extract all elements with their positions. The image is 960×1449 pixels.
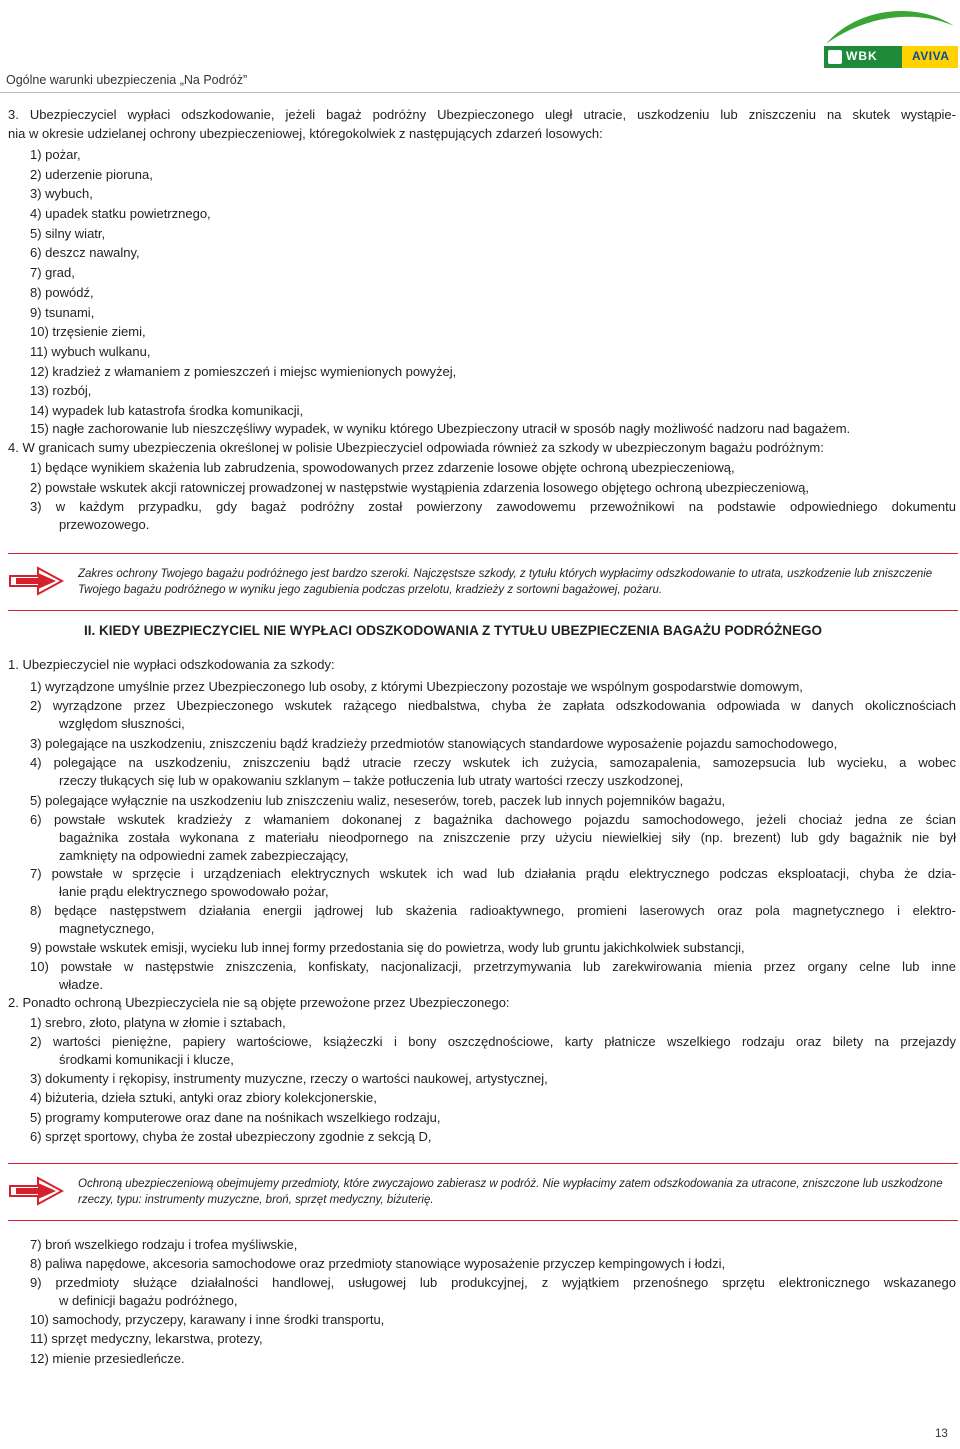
list-item-continuation: łanie prądu elektrycznego spowodowało pożar, xyxy=(59,884,329,899)
list-item: 15) nagłe zachorowanie lub nieszczęśliwy wypadek, w wyniku którego Ubezpieczony utracił w sposób nagły możliwość nadzoru nad bagażem. xyxy=(30,421,851,436)
list-item: 8) paliwa napędowe, akcesoria samochodowe oraz przedmioty stanowiące wyposażenie przyczep kempingowych i łodzi, xyxy=(30,1256,726,1271)
section3-intro-line2: nia w okresie udzielanej ochrony ubezpieczeniowej, któregokolwiek z następujących zdarzeń losowych: xyxy=(8,126,603,141)
logo-b-icon xyxy=(828,50,842,64)
list-item: 2) uderzenie pioruna, xyxy=(30,167,153,182)
list-item: 7) broń wszelkiego rodzaju i trofea myśliwskie, xyxy=(30,1237,298,1252)
list-item: 6) deszcz nawalny, xyxy=(30,245,140,260)
list-item: 12) kradzież z włamaniem z pomieszczeń i miejsc wymienionych powyżej, xyxy=(30,364,457,379)
list-item: 10) powstałe w następstwie zniszczenia, konfiskaty, nacjonalizacji, przetrzymywania lub zarekwirowania mienia przez organy celne lub inne xyxy=(30,959,956,974)
list-item: 2) powstałe wskutek akcji ratowniczej prowadzonej w następstwie wystąpienia zdarzenia losowego objętego ochroną ubezpieczeniową, xyxy=(30,480,809,495)
list-item: 1) wyrządzone umyślnie przez Ubezpieczonego lub osoby, z którymi Ubezpieczony pozostaje we wspólnym gospodarstwie domowym, xyxy=(30,679,803,694)
list-item: 11) sprzęt medyczny, lekarstwa, protezy, xyxy=(30,1331,263,1346)
red-arrow-icon xyxy=(8,564,64,598)
list-item: 10) samochody, przyczepy, karawany i inne środki transportu, xyxy=(30,1312,385,1327)
list-item-continuation: względom słuszności, xyxy=(59,716,185,731)
list-item: 4) upadek statku powietrznego, xyxy=(30,206,211,221)
list-item: 10) trzęsienie ziemi, xyxy=(30,324,146,339)
list-item: 6) powstałe wskutek kradzieży z włamaniem dokonanej z bagażnika dachowego pojazdu samochodowego, jeżeli chociaż jedna ze ścian xyxy=(30,812,956,827)
document-title: Ogólne warunki ubezpieczenia „Na Podróż” xyxy=(6,73,248,87)
list-item: 9) tsunami, xyxy=(30,305,95,320)
logo-swoosh-icon xyxy=(818,4,958,48)
list-item: 3) dokumenty i rękopisy, instrumenty muzyczne, rzeczy o wartości naukowej, artystycznej, xyxy=(30,1071,548,1086)
header-divider xyxy=(0,92,960,93)
page-number: 13 xyxy=(935,1428,948,1440)
list-item-continuation: bagażnika została wykonana z materiału nieodpornego na zniszczenie przy użyciu niewielkiej siły (np. brezent) lub gdy bagażnik nie był xyxy=(59,830,956,845)
list-item-continuation: władze. xyxy=(59,977,104,992)
info-box xyxy=(8,1163,958,1221)
list-item: 7) powstałe w sprzęcie i urządzeniach elektrycznych wskutek ich wad lub działania prądu elektrycznego podczas eksploatacji, chyba że dzia- xyxy=(30,866,956,881)
section-heading: II. KIEDY UBEZPIECZYCIEL NIE WYPŁACI ODSZKODOWANIA Z TYTUŁU UBEZPIECZENIA BAGAŻU PODRÓŻNEGO xyxy=(84,623,823,638)
list-item-continuation: magnetycznego, xyxy=(59,921,155,936)
info-box-text: Ochroną ubezpieczeniową obejmujemy przedmioty, które zwyczajowo zabierasz w podróż. Nie wypłacimy zatem odszkodowania za utracone, zniszczone lub uszkodzone rzeczy, typu: instrumenty muzyczne, broń, sprzęt medyczny, biżuterię. xyxy=(78,1178,943,1206)
list-item: 2) wartości pieniężne, papiery wartościowe, książeczki i bony oszczędnościowe, karty płatnicze wszelkiego rodzaju oraz bilety na przejazdy xyxy=(30,1034,956,1049)
aviva-logo-text: AVIVA xyxy=(912,49,950,63)
list-item: 3) polegające na uszkodzeniu, zniszczeniu bądź kradzieży przedmiotów stanowiących standardowe wyposażenie pojazdu samochodowego, xyxy=(30,736,838,751)
list-item: 3) wybuch, xyxy=(30,186,93,201)
info-box-text: Zakres ochrony Twojego bagażu podróżnego jest bardzo szeroki. Najczęstsze szkody, z tytułu których wypłacimy odszkodowanie to utrata, uszkodzenie lub zniszczenie Twojego bagażu podróżnego w wyniku jego zagubienia podczas przelotu, kradzieży z sortowni bagażowej, pożaru. xyxy=(78,568,933,596)
list-item: 5) polegające wyłącznie na uszkodzeniu lub zniszczeniu waliz, neseserów, toreb, paczek lub innych pojemników bagażu, xyxy=(30,793,726,808)
list-item: 11) wybuch wulkanu, xyxy=(30,344,151,359)
list-item: 1) pożar, xyxy=(30,147,81,162)
list-item: 8) powódź, xyxy=(30,285,94,300)
section4-intro: 4. W granicach sumy ubezpieczenia określonej w polisie Ubezpieczyciel odpowiada również za szkody w ubezpieczonym bagażu podróżnym: xyxy=(8,440,824,455)
list-item-continuation: rzeczy tłukących się lub w opakowaniu szklanym – także potłuczenia lub utraty wartości rzeczy uszkodzonej, xyxy=(59,773,684,788)
wbk-logo-text: WBK xyxy=(846,49,878,63)
list-item-continuation: w definicji bagażu podróżnego, xyxy=(59,1293,238,1308)
list-item: 1) będące wynikiem skażenia lub zabrudzenia, spowodowanych przez zdarzenie losowe objęte ochroną ubezpieczeniową, xyxy=(30,460,735,475)
wbk-logo-block xyxy=(824,46,908,68)
aviva-logo-block xyxy=(902,46,958,68)
list-item-continuation: przewozowego. xyxy=(59,517,150,532)
list-item: 8) będące następstwem działania energii jądrowej lub skażenia radioaktywnego, promieni laserowych oraz pola magnetycznego i elektro- xyxy=(30,903,956,918)
bzwbk-aviva-logo xyxy=(818,4,958,70)
list-item: 3) w każdym przypadku, gdy bagaż podróżny został powierzony zawodowemu przewoźnikowi na podstawie odpowiedniego dokumentu xyxy=(30,499,956,514)
exclusions2-intro: 2. Ponadto ochroną Ubezpieczyciela nie są objęte przewożone przez Ubezpieczonego: xyxy=(8,995,510,1010)
list-item: 13) rozbój, xyxy=(30,383,92,398)
list-item: 4) polegające na uszkodzeniu, zniszczeniu bądź utracie rzeczy wskutek ich zużycia, samozapalenia, samozepsucia lub wycieku, a wobec xyxy=(30,755,956,770)
list-item: 9) przedmioty służące działalności handlowej, usługowej lub produkcyjnej, z wyjątkiem przenośnego sprzętu elektronicznego wskazanego xyxy=(30,1275,956,1290)
list-item-continuation: zamknięty na odpowiedni zamek zabezpieczający, xyxy=(59,848,349,863)
list-item: 5) silny wiatr, xyxy=(30,226,106,241)
list-item: 1) srebro, złoto, platyna w złomie i sztabach, xyxy=(30,1015,286,1030)
list-item: 2) wyrządzone przez Ubezpieczonego wskutek rażącego niedbalstwa, chyba że zapłata odszkodowania odpowiada w danych okolicznościach xyxy=(30,698,956,713)
list-item-continuation: środkami komunikacji i klucze, xyxy=(59,1052,234,1067)
list-item: 9) powstałe wskutek emisji, wycieku lub innej formy przedostania się do powietrza, wody lub gruntu jakichkolwiek substancji, xyxy=(30,940,745,955)
list-item: 12) mienie przesiedleńcze. xyxy=(30,1351,185,1366)
section3-intro-line1: 3. Ubezpieczyciel wypłaci odszkodowanie, jeżeli bagaż podróżny Ubezpieczonego uległ utracie, uszkodzeniu lub zniszczeniu na skutek wystąpie- xyxy=(8,107,956,122)
list-item: 4) biżuteria, dzieła sztuki, antyki oraz zbiory kolekcjonerskie, xyxy=(30,1090,377,1105)
red-arrow-icon xyxy=(8,1174,64,1208)
list-item: 6) sprzęt sportowy, chyba że został ubezpieczony zgodnie z sekcją D, xyxy=(30,1129,432,1144)
list-item: 5) programy komputerowe oraz dane na nośnikach wszelkiego rodzaju, xyxy=(30,1110,441,1125)
list-item: 14) wypadek lub katastrofa środka komunikacji, xyxy=(30,403,304,418)
exclusions1-intro: 1. Ubezpieczyciel nie wypłaci odszkodowania za szkody: xyxy=(8,657,335,672)
list-item: 7) grad, xyxy=(30,265,75,280)
info-box xyxy=(8,553,958,611)
